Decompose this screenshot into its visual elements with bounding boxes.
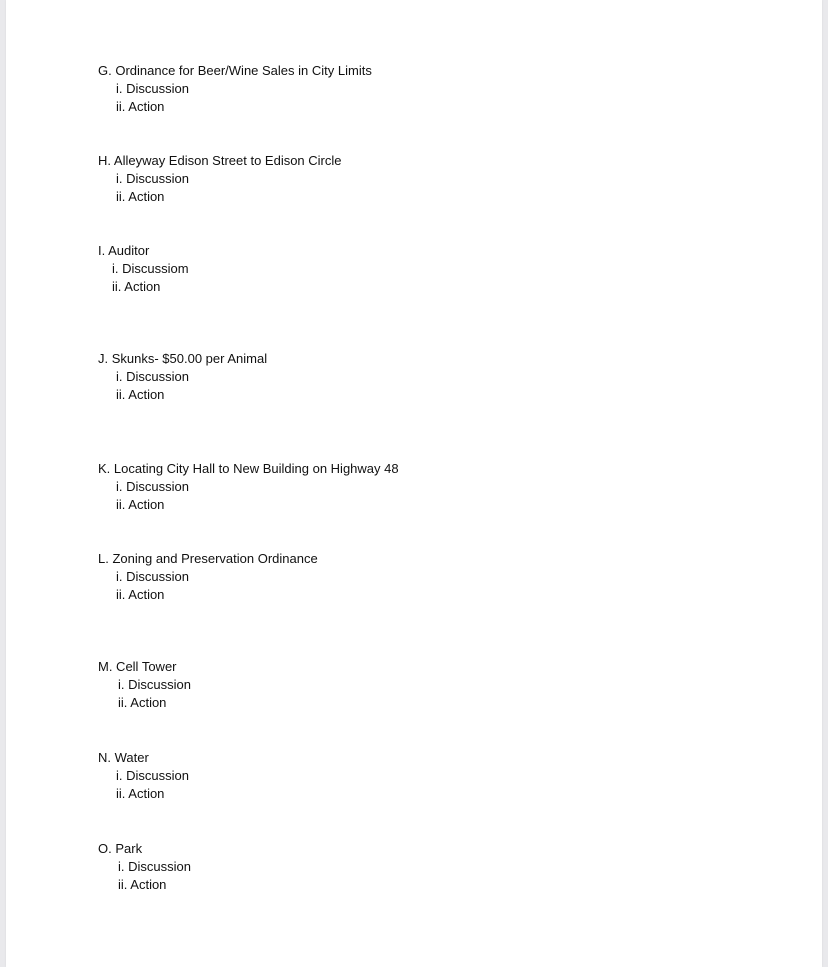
agenda-item-k xyxy=(98,460,399,514)
agenda-subitem-discussion: i. Discussion xyxy=(116,768,189,783)
agenda-item-title: K. Locating City Hall to New Building on Highway 48 xyxy=(98,461,399,476)
agenda-item-title: J. Skunks- $50.00 per Animal xyxy=(98,351,268,366)
agenda-item-l xyxy=(98,550,318,604)
agenda-item-j xyxy=(98,350,267,404)
agenda-item-title: I. Auditor xyxy=(98,243,150,258)
agenda-item-h xyxy=(98,152,342,206)
agenda-item-title: H. Alleyway Edison Street to Edison Circle xyxy=(98,153,342,168)
agenda-subitem-action: ii. Action xyxy=(118,695,167,710)
agenda-subitem-action: ii. Action xyxy=(116,99,165,114)
agenda-subitem-action: ii. Action xyxy=(112,279,161,294)
agenda-subitem-action: ii. Action xyxy=(116,387,165,402)
agenda-item-title: G. Ordinance for Beer/Wine Sales in City Limits xyxy=(98,63,372,78)
agenda-item-g xyxy=(98,62,372,116)
agenda-subitem-discussion: i. Discussion xyxy=(116,479,189,494)
document-page xyxy=(6,0,822,967)
agenda-item-o xyxy=(98,840,191,894)
agenda-subitem-action: ii. Action xyxy=(116,189,165,204)
agenda-subitem-discussion: i. Discussion xyxy=(118,677,191,692)
agenda-subitem-discussion: i. Discussiom xyxy=(112,261,189,276)
agenda-subitem-discussion: i. Discussion xyxy=(116,171,189,186)
agenda-subitem-discussion: i. Discussion xyxy=(116,81,189,96)
agenda-subitem-discussion: i. Discussion xyxy=(116,569,189,584)
agenda-item-i xyxy=(98,242,189,296)
agenda-item-title: O. Park xyxy=(98,841,143,856)
agenda-item-title: N. Water xyxy=(98,750,149,765)
agenda-subitem-discussion: i. Discussion xyxy=(116,369,189,384)
agenda-subitem-action: ii. Action xyxy=(118,877,167,892)
agenda-item-n xyxy=(98,749,189,803)
agenda-subitem-action: ii. Action xyxy=(116,786,165,801)
agenda-item-title: M. Cell Tower xyxy=(98,659,177,674)
agenda-item-m xyxy=(98,658,191,712)
agenda-subitem-action: ii. Action xyxy=(116,497,165,512)
agenda-subitem-discussion: i. Discussion xyxy=(118,859,191,874)
agenda-subitem-action: ii. Action xyxy=(116,587,165,602)
agenda-item-title: L. Zoning and Preservation Ordinance xyxy=(98,551,318,566)
